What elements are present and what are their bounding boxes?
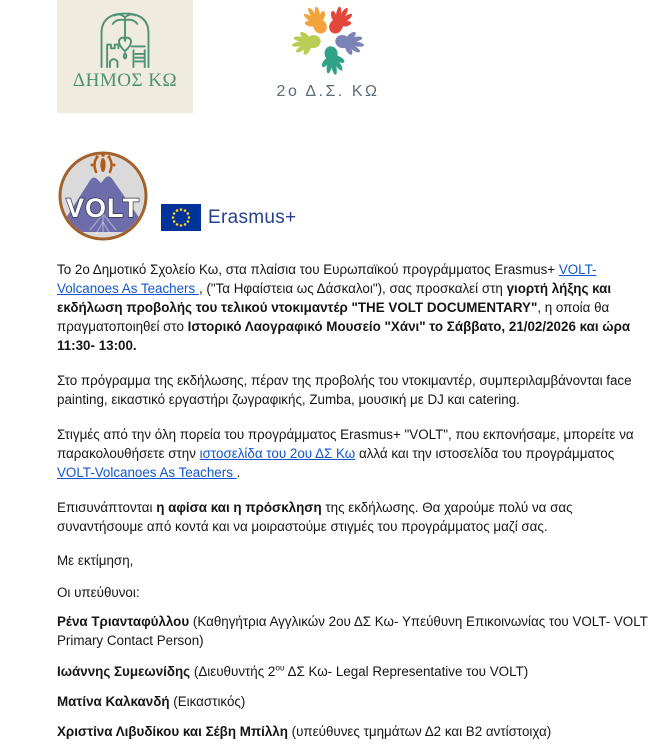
signature-christina-sevi (57, 722, 651, 741)
signature-matina (57, 692, 651, 711)
inline-link[interactable]: ιστοσελίδα του 2ου ΔΣ Κω (199, 446, 356, 461)
inline-link[interactable]: VOLT-Volcanoes As Teachers (57, 262, 597, 296)
signature-ioannis (57, 662, 651, 681)
superscript-text: ου (275, 662, 285, 673)
text-segment: Χριστίνα Λιβυδίκου και Σέβη Μπίλλη (57, 724, 288, 739)
text-segment: (Εικαστικός) (169, 694, 246, 709)
eu-flag-icon (161, 204, 201, 231)
volt-label: VOLT (66, 193, 140, 223)
paragraph-program (57, 371, 651, 409)
text-segment: Ιστορικό Λαογραφικό Μουσείο "Χάνι" το Σάββατο, 21/02/2026 και ώρα 11:30- 13:00. (57, 319, 631, 353)
school-label: 2ο Δ.Σ. ΚΩ (276, 83, 380, 100)
volt-logo (57, 150, 149, 242)
text-segment: , ("Τα Ηφαίστεια ως Δάσκαλοι"), σας προσκαλεί στη (198, 281, 507, 296)
inline-link[interactable]: VOLT-Volcanoes As Teachers (57, 465, 237, 480)
hands-circle-icon (268, 2, 388, 76)
erasmus-logo (161, 204, 296, 231)
text-segment: αλλά και την ιστοσελίδα του προγράμματος (355, 446, 615, 461)
text-segment: (Διευθυντής 2 (190, 664, 276, 679)
text-segment: ΔΣ Κω- Legal Representative του VOLT) (284, 664, 529, 679)
text-segment: η αφίσα και η πρόσκληση (156, 500, 322, 515)
hand-teal-icon (317, 44, 348, 76)
paragraph-websites (57, 425, 651, 482)
text-segment: Το 2ο Δημοτικό Σχολείο Κω, στα πλαίσια του Ευρωπαϊκού προγράμματος Erasmus+ (57, 262, 559, 277)
text-segment: Ρένα Τριανταφύλλου (57, 614, 190, 629)
text-segment: Με εκτίμηση, (57, 553, 134, 568)
closing-regards (57, 551, 651, 570)
paragraph-invitation (57, 260, 651, 355)
paragraph-attachments (57, 498, 651, 536)
text-segment: (Καθηγήτρια Αγγλικών 2ου ΔΣ Κω- Υπεύθυνη Επικοινωνίας του VOLT- VOLT Primary Contact Person) (57, 614, 648, 648)
text-segment: , η οποία θα πραγματοποιηθεί στο (57, 300, 610, 334)
dimos-ko-logo (57, 0, 193, 113)
text-segment: Στο πρόγραμμα της εκδήλωσης, πέραν της προβολής του ντοκιμαντέρ, συμπεριλαμβάνονται face painting, εικαστικό εργαστήρι ζωγραφικής, Zumba, μουσική με DJ και catering. (57, 373, 632, 407)
text-segment: της εκδήλωσης. Θα χαρούμε πολύ να σας συναντήσουμε από κοντά και να μοιραστούμε στιγμές του προγράμματος μαζί σας. (57, 500, 573, 534)
school-logo (266, 2, 390, 104)
text-segment: . (236, 465, 241, 480)
dimos-ko-label: ΔΗΜΟΣ ΚΩ (72, 70, 178, 91)
signature-rena (57, 612, 651, 650)
letter-body (57, 260, 651, 741)
text-segment: Οι υπεύθυνοι: (57, 585, 140, 600)
dimos-ko-emblem-icon (86, 7, 164, 69)
text-segment: Ιωάννης Συμεωνίδης (57, 664, 191, 679)
text-segment: Επισυνάπτονται (57, 500, 157, 515)
erasmus-label: Erasmus+ (208, 206, 297, 228)
text-segment: (υπεύθυνες τμημάτων Δ2 και Β2 αντίστοιχα) (287, 724, 552, 739)
responsible-heading (57, 583, 651, 602)
text-segment: γιορτή λήξης και εκδήλωση προβολής του τελικού ντοκιμαντέρ "THE VOLT DOCUMENTARY" (57, 281, 612, 315)
text-segment: Στιγμές από την όλη πορεία του προγράμματος Erasmus+ "VOLT", που εκπονήσαμε, μπορείτε να παρακολουθήσετε στην (57, 427, 634, 461)
text-segment: Ματίνα Καλκανδή (57, 694, 170, 709)
